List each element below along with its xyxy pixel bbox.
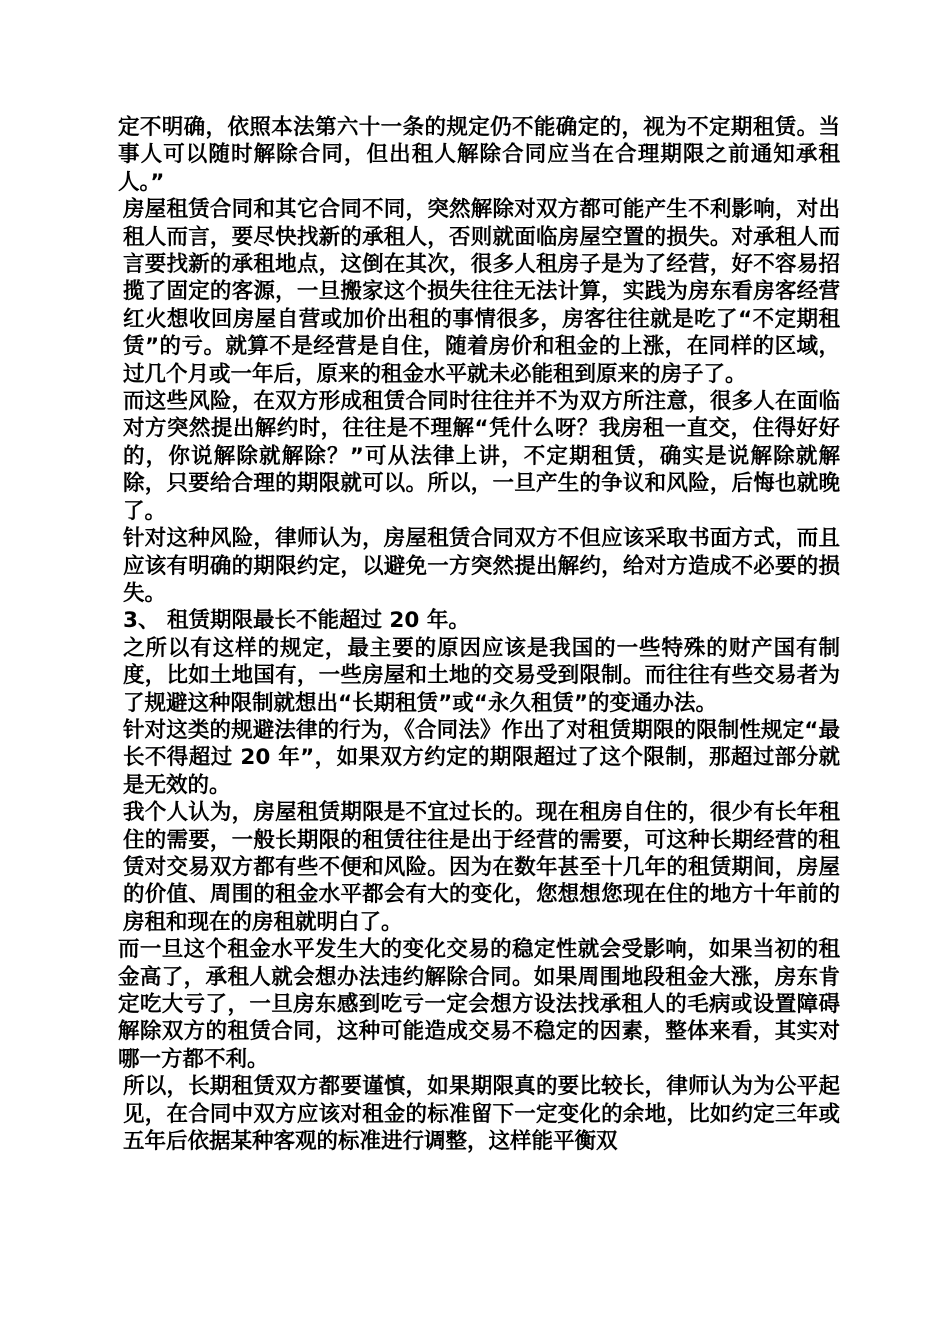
paragraph-3: 而这些风险，在双方形成租赁合同时往往并不为双方所注意，很多人在面临对方突然提出解约时，往往是不理解“凭什么呀？我房租一直交，住得好好的，你说解除就解除？”可从法律上讲，不定期租赁，确实是说解除就解除，只要给合理的期限就可以。所以，一旦产生的争议和风险，后悔也就晚了。: [123, 389, 840, 524]
paragraph-5: 之所以有这样的规定，最主要的原因应该是我国的一些特殊的财产国有制度，比如土地国有，一些房屋和土地的交易受到限制。而往往有些交易者为了规避这种限制就想出“长期租赁”或“永久租赁”的变通办法。: [123, 635, 840, 716]
paragraph-4: 针对这种风险，律师认为，房屋租赁合同双方不但应该采取书面方式，而且应该有明确的期限约定，以避免一方突然提出解约，给对方造成不必要的损失。: [123, 526, 840, 606]
paragraph-6: 针对这类的规避法律的行为，《合同法》作出了对租赁期限的限制性规定“最长不得超过 20 年”，如果双方约定的期限超过了这个限制，那超过部分就是无效的。: [123, 717, 840, 798]
paragraph-8: 而一旦这个租金水平发生大的变化交易的稳定性就会受影响，如果当初的租金高了，承租人就会想办法违约解除合同。如果周围地段租金大涨，房东肯定吃大亏了，一旦房东感到吃亏一定会想方设法找承租人的毛病或设置障碍解除双方的租赁合同，这种可能造成交易不稳定的因素，整体来看，其实对哪一方都不利。: [118, 937, 840, 1072]
document-page: [118, 114, 840, 1155]
section-heading-3: 3、 租赁期限最长不能超过 20 年。: [123, 608, 470, 634]
paragraph-7: 我个人认为，房屋租赁期限是不宜过长的。现在租房自住的，很少有长年租住的需要，一般长期限的租赁往往是出于经营的需要，可这种长期经营的租赁对交易双方都有些不便和风险。因为在数年甚至十几年的租赁期间，房屋的价值、周围的租金水平都会有大的变化，您想想您现在住的地方十年前的房租和现在的房租就明白了。: [123, 800, 840, 935]
paragraph-1: 定不明确，依照本法第六十一条的规定仍不能确定的，视为不定期租赁。当事人可以随时解除合同，但出租人解除合同应当在合理期限之前通知承租人。”: [118, 115, 840, 195]
paragraph-2: 房屋租赁合同和其它合同不同，突然解除对双方都可能产生不利影响，对出租人而言，要尽快找新的承租人，否则就面临房屋空置的损失。对承租人而言要找新的承租地点，这倒在其次，很多人租房子是为了经营，好不容易招揽了固定的客源，一旦搬家这个损失往往无法计算，实践为房东看房客经营红火想收回房屋自营或加价出租的事情很多，房客往往就是吃了“不定期租赁”的亏。就算不是经营是自住，随着房价和租金的上涨，在同样的区域，过几个月或一年后，原来的租金水平就未必能租到原来的房子了。: [123, 197, 840, 387]
paragraph-9: 所以，长期租赁双方都要谨慎，如果期限真的要比较长，律师认为为公平起见，在合同中双方应该对租金的标准留下一定变化的余地，比如约定三年或五年后依据某种客观的标准进行调整，这样能平衡双: [123, 1074, 840, 1155]
